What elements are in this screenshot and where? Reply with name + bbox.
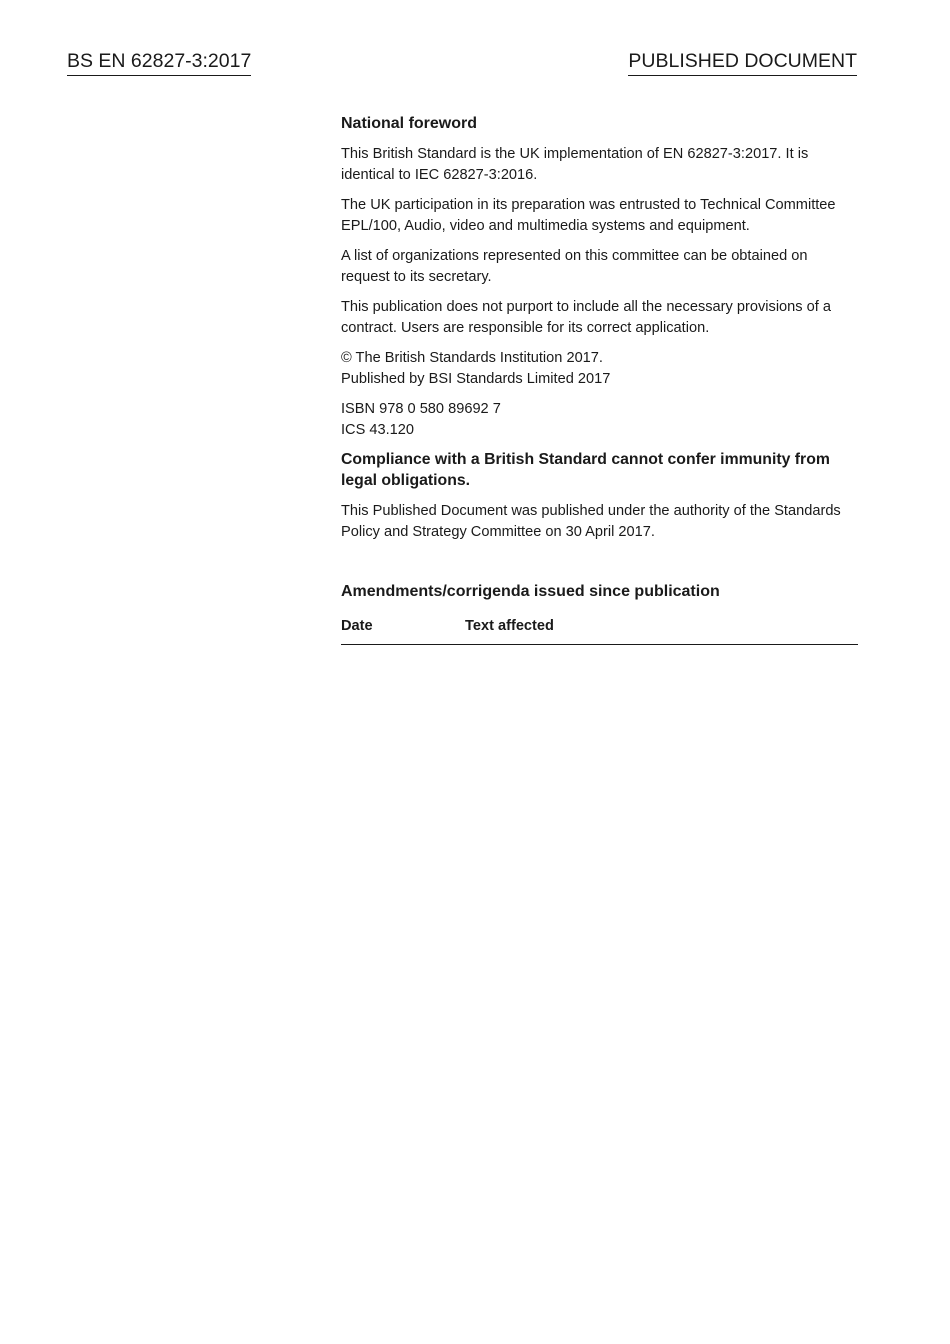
authority-statement: This Published Document was published under the authority of the Standards Policy and Strategy Committee on 30 April 2017. [341, 503, 841, 540]
amendments-title: Amendments/corrigenda issued since publication [341, 583, 720, 600]
publisher-line: Published by BSI Standards Limited 2017 [341, 370, 611, 387]
column-text-affected: Text affected [465, 618, 554, 634]
document-type: PUBLISHED DOCUMENT [628, 49, 857, 76]
identifiers-block [341, 399, 858, 440]
compliance-notice: Compliance with a British Standard cannot confer immunity from legal obligations. [341, 451, 830, 489]
copyright-block [341, 348, 858, 389]
isbn: ISBN 978 0 580 89692 7 [341, 401, 501, 417]
amendments-table-header [341, 616, 858, 645]
ics: ICS 43.120 [341, 421, 415, 438]
foreword-paragraph-1: This British Standard is the UK implementation of EN 62827-3:2017. It is identical to IEC 62827-3:2016. [341, 146, 809, 183]
foreword-paragraph-3: A list of organizations represented on this committee can be obtained on request to its secretary. [341, 248, 808, 285]
column-date: Date [341, 618, 373, 634]
foreword-paragraph-4: This publication does not purport to include all the necessary provisions of a contract. Users are responsible for its correct application. [341, 299, 831, 336]
document-id: BS EN 62827-3:2017 [67, 49, 251, 76]
foreword-section [341, 114, 858, 645]
copyright-line: © The British Standards Institution 2017. [341, 350, 603, 366]
foreword-title: National foreword [341, 115, 478, 132]
foreword-paragraph-2: The UK participation in its preparation was entrusted to Technical Committee EPL/100, Audio, video and multimedia systems and equipment. [341, 197, 836, 234]
